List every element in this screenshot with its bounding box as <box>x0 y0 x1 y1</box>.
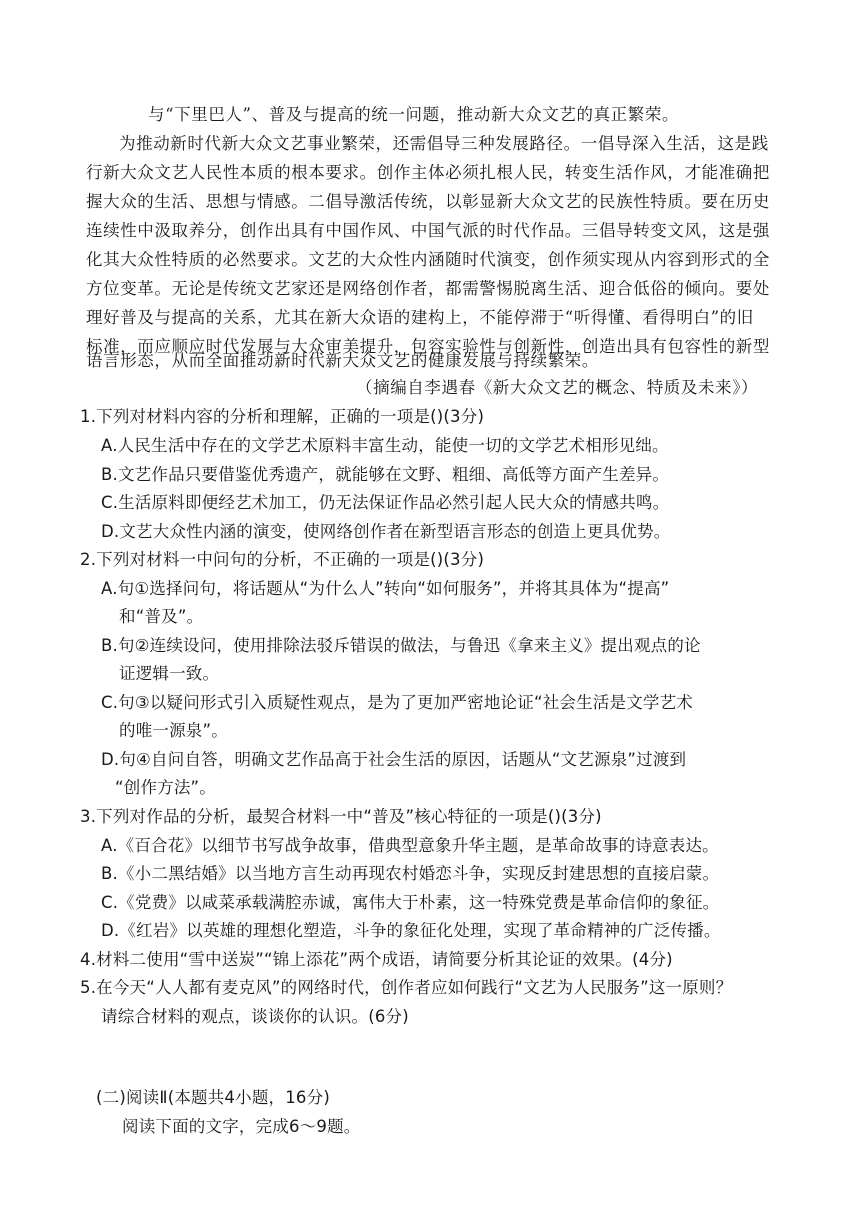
question-3-option-b: B.《小二黑结婚》以当地方言生动再现农村婚恋斗争，实现反封建思想的直接启蒙。 <box>101 864 720 883</box>
passage-line-3: 行新大众文艺人民性本质的根本要求。创作主体必须扎根人民，转变生活作风，才能准确把 <box>86 163 770 182</box>
passage-line-8: 理好普及与提高的关系，尤其在新大众语的建构上，不能停滞于“听得懂、看得明白”的旧 <box>86 308 754 327</box>
passage-line-1: 与“下里巴人”、普及与提高的统一问题，推动新大众文艺的真正繁荣。 <box>148 105 680 124</box>
question-2-option-c-line-2: 的唯一源泉”。 <box>119 721 228 740</box>
question-1-option-a: A.人民生活中存在的文学艺术原料丰富生动，能使一切的文学艺术相形见绌。 <box>101 436 669 455</box>
section-2-heading: (二)阅读Ⅱ(本题共4小题，16分) <box>96 1088 330 1107</box>
question-3-option-c: C.《党费》以咸菜承载满腔赤诚，寓伟大于朴素，这一特殊党费是革命信仰的象征。 <box>101 893 720 912</box>
passage-line-6: 化其大众性特质的必然要求。文艺的大众性内涵随时代演变，创作须实现从内容到形式的全 <box>86 250 770 269</box>
question-3-option-a: A.《百合花》以细节书写战争故事，借典型意象升华主题，是革命故事的诗意表达。 <box>101 836 719 855</box>
section-2-instruction: 阅读下面的文字，完成6～9题。 <box>122 1117 361 1136</box>
question-3-option-d: D.《红岩》以英雄的理想化塑造，斗争的象征化处理，实现了革命精神的广泛传播。 <box>101 921 721 940</box>
question-2-stem: 2.下列对材料一中问句的分析，不正确的一项是()(3分) <box>80 550 485 569</box>
question-2-option-d-line-1: D.句④自问自答，明确文艺作品高于社会生活的原因，话题从“文艺源泉”过渡到 <box>101 750 687 769</box>
question-5-stem-line-1: 5.在今天“人人都有麦克风”的网络时代，创作者应如何践行“文艺为人民服务”这一原则？ <box>80 978 733 997</box>
question-5-stem-line-2: 请综合材料的观点，谈谈你的认识。(6分) <box>101 1007 409 1026</box>
passage-line-4: 握大众的生活、思想与情感。二倡导激活传统，以彰显新大众文艺的民族性特质。要在历史 <box>86 192 770 211</box>
passage-line-7: 方位变革。无论是传统文艺家还是网络创作者，都需警惕脱离生活、迎合低俗的倾向。要处 <box>86 279 770 298</box>
passage-line-9: 标准，而应顺应时代发展与大众审美提升，包容实验性与创新性，创造出具有包容性的新型 <box>86 337 770 356</box>
question-2-option-b-line-2: 证逻辑一致。 <box>119 664 220 683</box>
question-2-option-c-line-1: C.句③以疑问形式引入质疑性观点，是为了更加严密地论证“社会生活是文学艺术 <box>101 693 694 712</box>
question-1-stem: 1.下列对材料内容的分析和理解，正确的一项是()(3分) <box>80 407 485 426</box>
passage-line-2: 为推动新时代新大众文艺事业繁荣，还需倡导三种发展路径。一倡导深入生活，这是践 <box>119 134 769 153</box>
question-2-option-a-line-1: A.句①选择问句，将话题从“为什么人”转向“如何服务”，并将其具体为“提高” <box>101 579 670 598</box>
question-2-option-a-line-2: 和“普及”。 <box>119 607 204 626</box>
question-1-option-b: B.文艺作品只要借鉴优秀遗产，就能够在文野、粗细、高低等方面产生差异。 <box>101 465 670 484</box>
question-2-option-b-line-1: B.句②连续设问，使用排除法驳斥错误的做法，与鲁迅《拿来主义》提出观点的论 <box>101 636 701 655</box>
passage-source: （摘编自李遇春《新大众文艺的概念、特质及未来》） <box>356 378 759 397</box>
question-4-stem: 4.材料二使用“雪中送炭”“锦上添花”两个成语，请简要分析其论证的效果。(4分) <box>80 950 673 969</box>
passage-line-5: 连续性中汲取养分，创作出具有中国作风、中国气派的时代作品。三倡导转变文风，这是强 <box>86 221 770 240</box>
question-3-stem: 3.下列对作品的分析，最契合材料一中“普及”核心特征的一项是()(3分) <box>80 807 602 826</box>
question-1-option-d: D.文艺大众性内涵的演变，使网络创作者在新型语言形态的创造上更具优势。 <box>101 522 671 541</box>
passage-line-10: 语言形态，从而全面推动新时代新大众文艺的健康发展与持续繁荣。 <box>86 351 599 370</box>
question-2-option-d-line-2: “创作方法”。 <box>115 778 216 797</box>
question-1-option-c: C.生活原料即便经艺术加工，仍无法保证作品必然引起人民大众的情感共鸣。 <box>101 493 670 512</box>
